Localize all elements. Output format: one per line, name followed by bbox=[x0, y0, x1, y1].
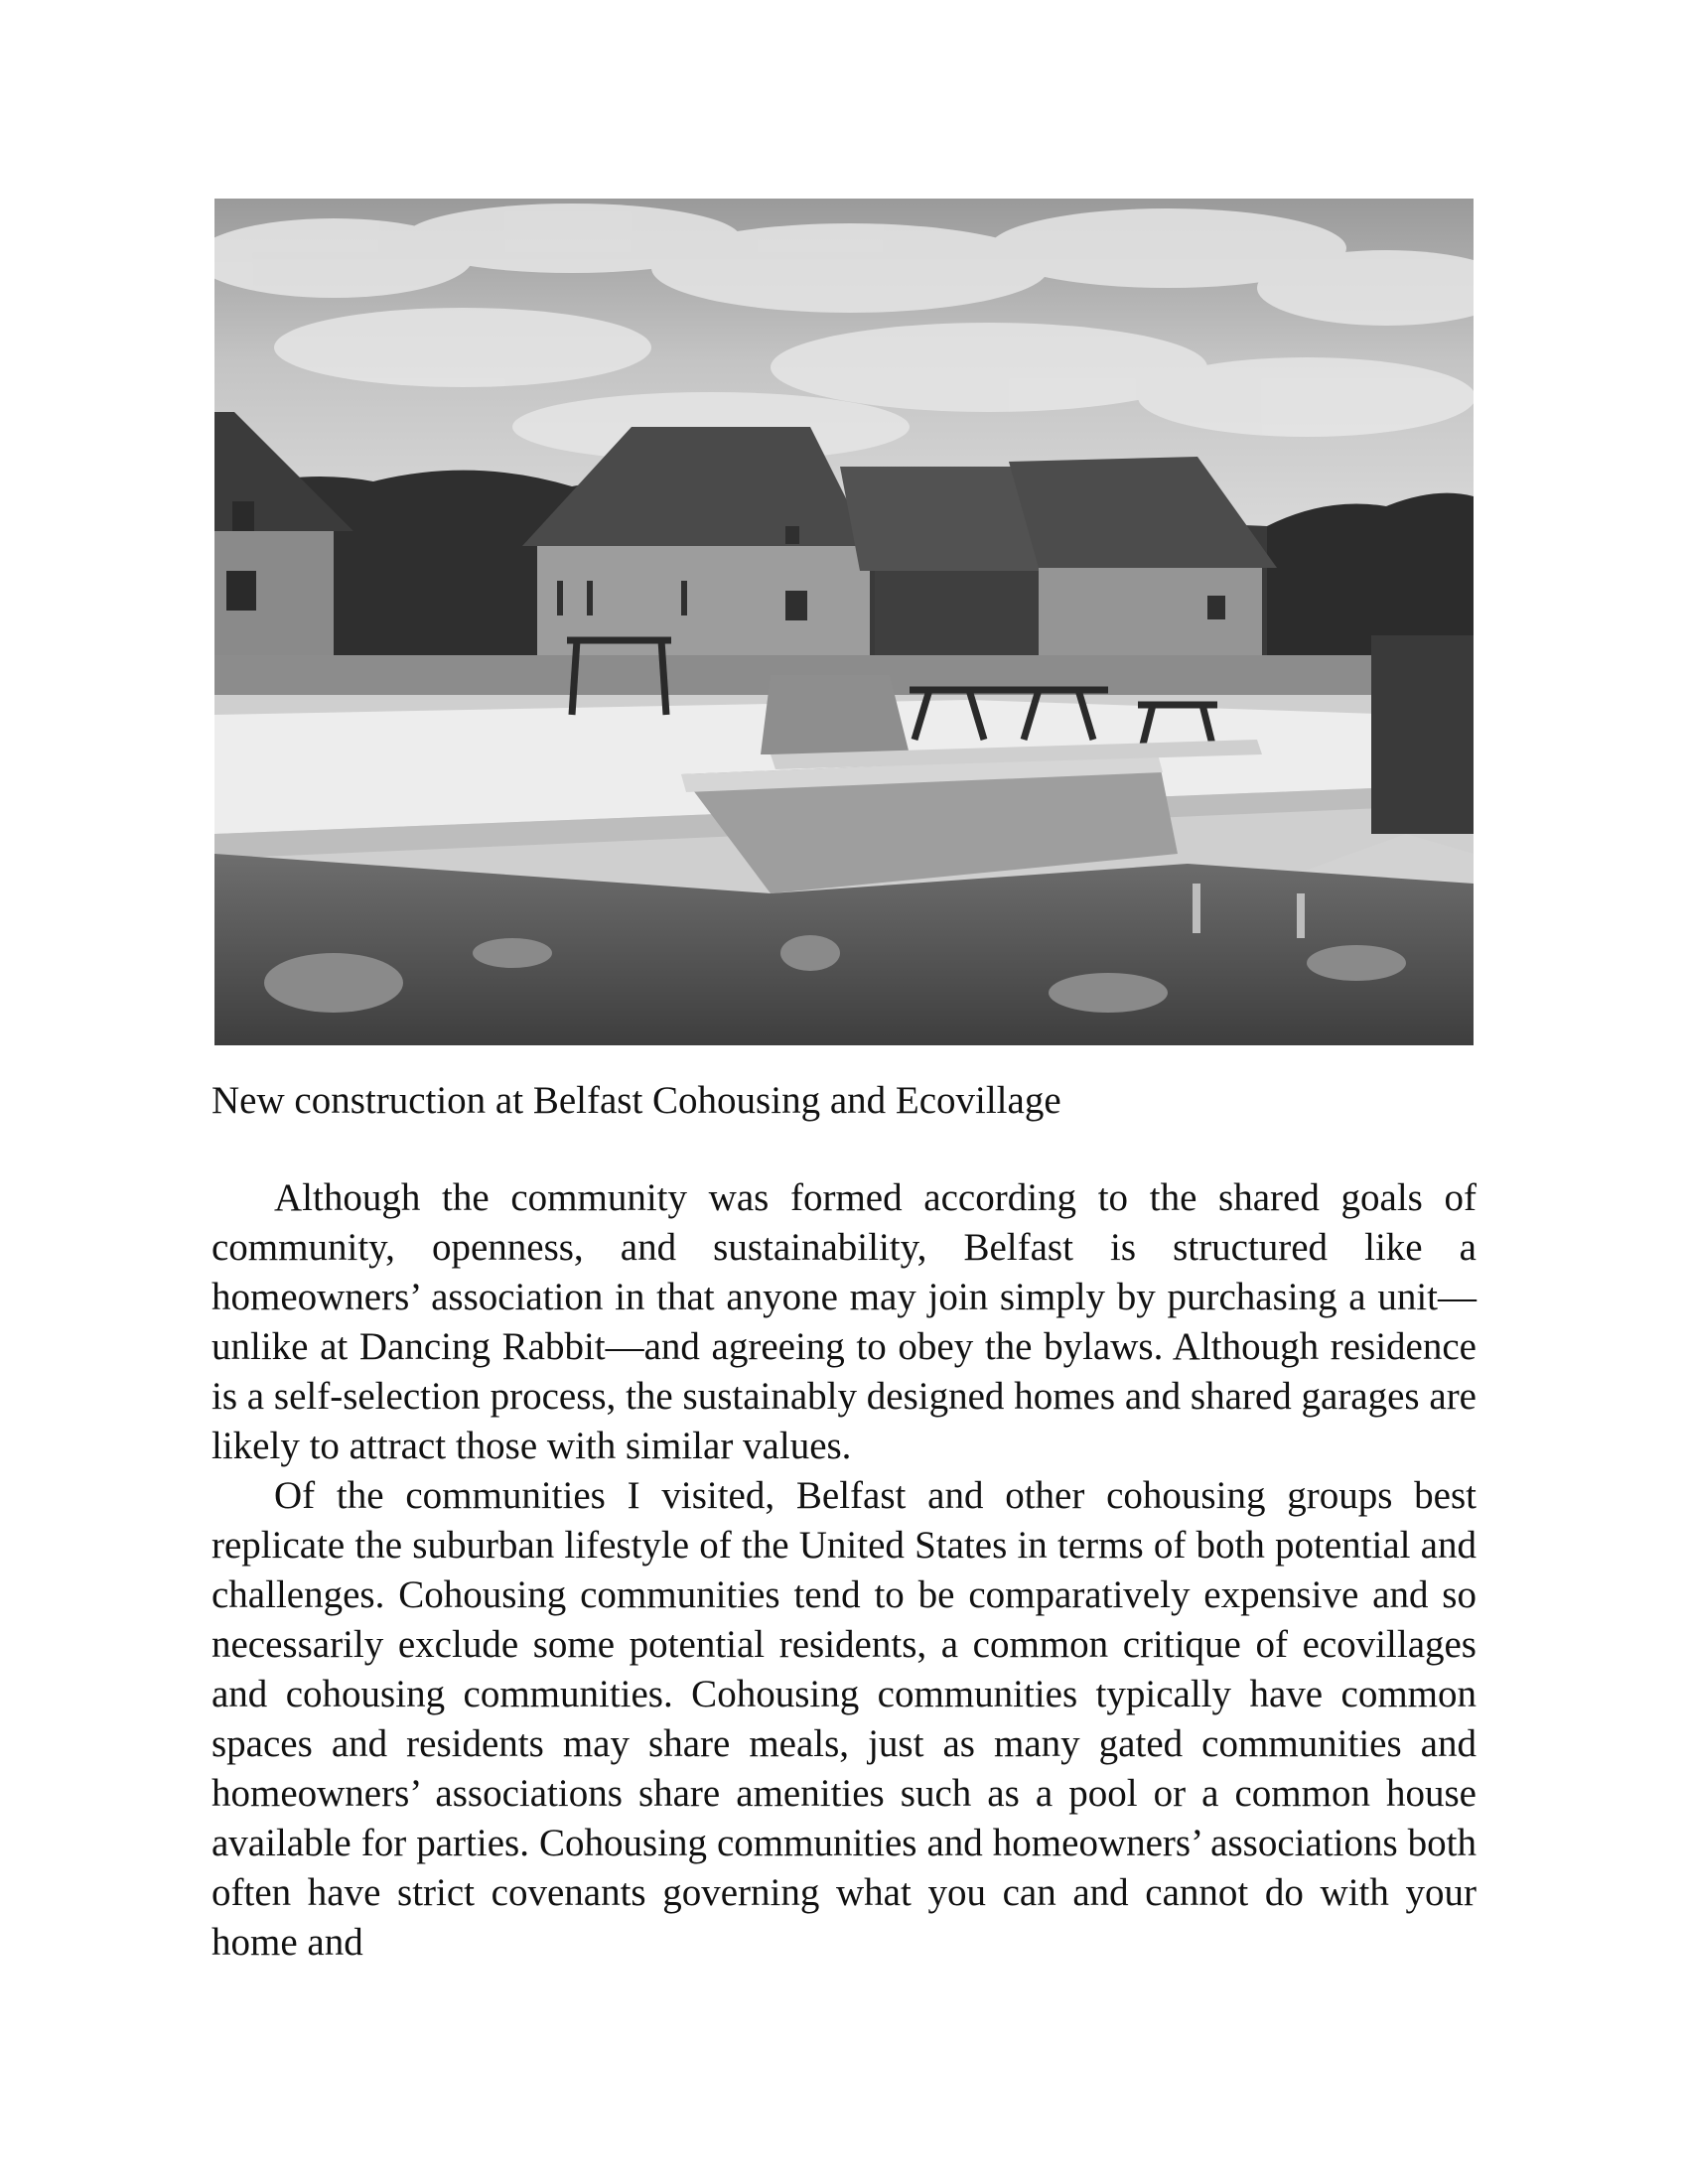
body-text bbox=[211, 1173, 1477, 1968]
paragraph-2: Of the communities I visited, Belfast and other cohousing groups best replicate the suburban lifestyle of the United States in terms of both potential and challenges. Cohousing communities tend to be comparatively expensive and so necessarily exclude some potential residents, a common critique of ecovillages and cohousing communities. Cohousing communities typically have common spaces and residents may share meals, just as many gated communities and homeowners’ associations share amenities such as a pool or a common house available for parties. Cohousing communities and homeowners’ associations both often have strict covenants governing what you can and cannot do with your home and bbox=[211, 1474, 1477, 1964]
figure-caption: New construction at Belfast Cohousing and Ecovillage bbox=[211, 1079, 1061, 1122]
photo-illustration bbox=[214, 199, 1474, 1045]
construction-photo bbox=[214, 199, 1474, 1045]
paragraph-1: Although the community was formed according to the shared goals of community, openness, and sustainability, Belfast is structured like a homeowners’ association in that anyone may join simply by purchasing a unit—unlike at Dancing Rabbit—and agreeing to obey the bylaws. Although residence is a self-selection process, the sustainably designed homes and shared garages are likely to attract those with similar values. bbox=[211, 1176, 1477, 1467]
